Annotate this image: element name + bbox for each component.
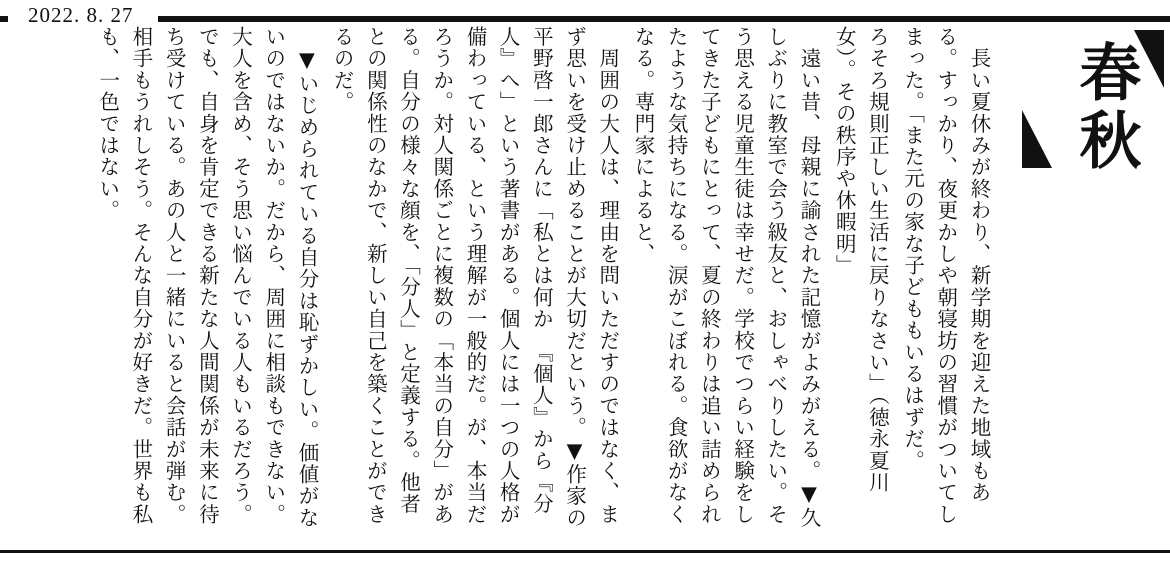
wedge-bottom-left-icon xyxy=(1022,110,1052,168)
column-title: 春秋 xyxy=(1069,40,1142,176)
text-column: 遠い昔、母親に諭された記憶がよみがえる。▼久しぶりに教室で会う級友と、おしゃべりしたい。そう思える児童生徒は幸せだ。学校でつらい経験をしてきた子どもにとって、夏の終わりは追い詰められたような気持ちになる。涙がこぼれる。食欲がなくなる。専門家によると、 xyxy=(630,26,821,529)
text-columns xyxy=(6,26,996,548)
text-column: ▼いじめられている自分は恥ずかしい。価値がないのではないか。だから、周囲に相談もできない。大人を含め、そう思い悩んでいる人もいるだろう。でも、自身を肯定できる新たな人間関係が未来に待ち受けている。あの人と一緒にいると会話が弾む。相手もうれしそう。そんな自分が好きだ。世界も私も、一色ではない。 xyxy=(95,26,319,529)
text-column: ろそろ規則正しい生活に戻りなさい」（徳永夏川女）。その秩序や休暇明」 xyxy=(832,26,890,494)
bottom-divider-rule xyxy=(0,550,1170,553)
text-column: 周囲の大人は、理由を問いただすのではなく、まず思いを受け止めることが大切だという。▼作家の平野啓一郎さんに「私とは何か 『個人』から『分人』へ」という著書がある。個人には一つの人格が備わっている、という理解が一般的だ。が、本当だろうか。対人関係ごとに複数の「本当の自分」がある。自分の様々な顔を、「分人」と定義する。他者との関係性のなかで、新しい自己を築くことができるのだ。 xyxy=(330,26,620,529)
publication-date: 2022. 8. 27 xyxy=(28,3,134,27)
top-divider-rule xyxy=(0,16,1170,22)
masthead xyxy=(996,26,1164,548)
article-body xyxy=(0,26,1170,548)
text-column: 長い夏休みが終わり、新学期を迎えた地域もある。すっかり、夜更かしや朝寝坊の習慣がついてしまった。「また元の家な子どももいるはずだ。 xyxy=(900,26,991,526)
